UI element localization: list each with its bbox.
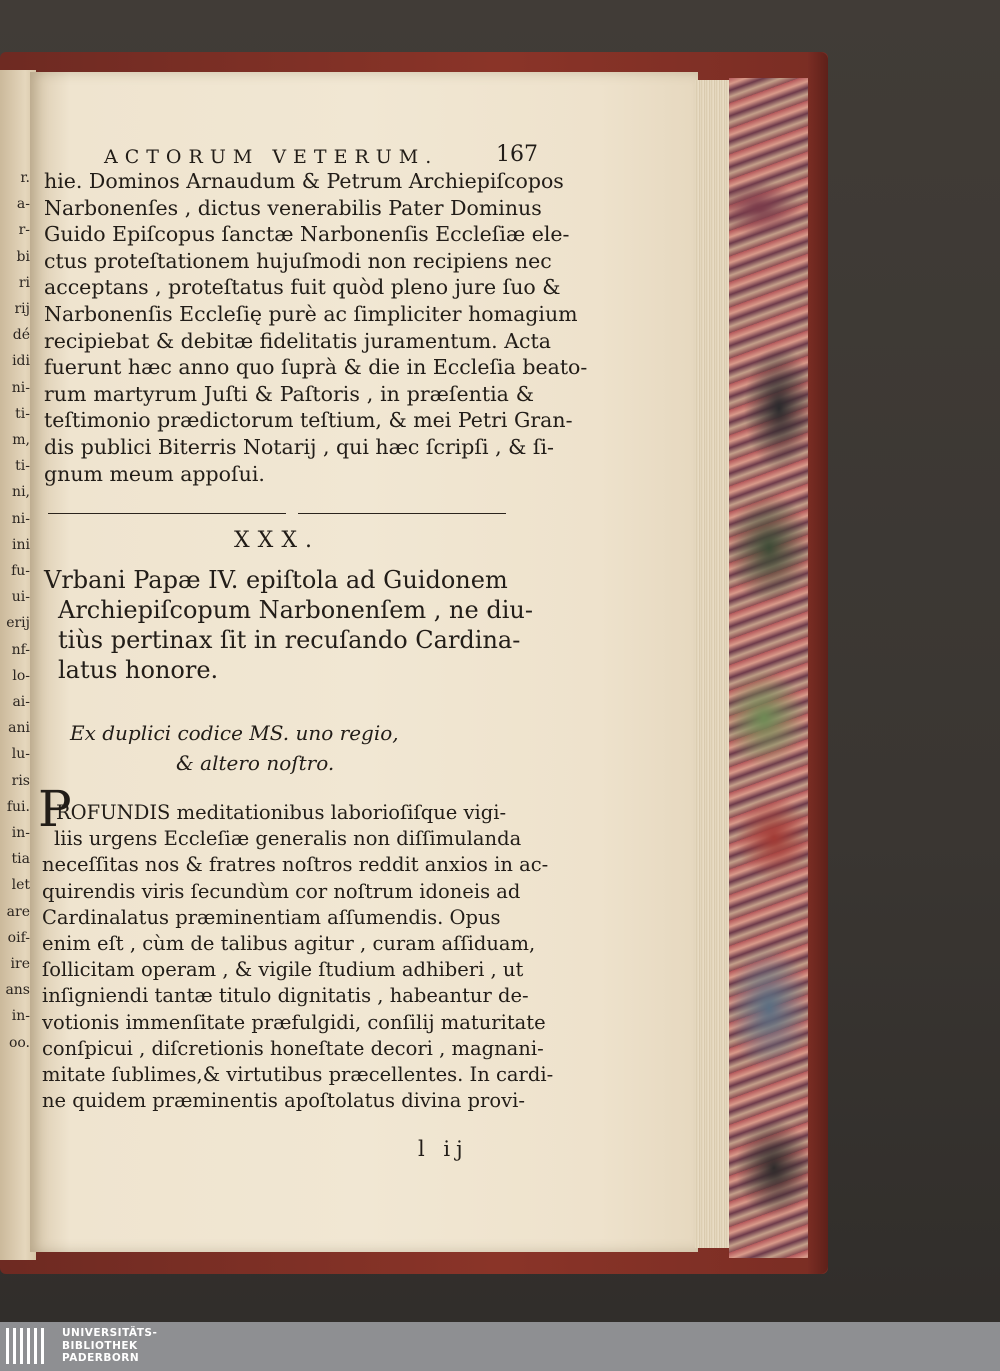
left-page-fragment: ris — [11, 772, 30, 789]
body-line: acceptans , proteſtatus fuit quòd pleno jure ſuo & — [44, 275, 561, 300]
left-page-fragment: ini — [12, 536, 30, 553]
left-page-fragment: m, — [12, 432, 30, 448]
left-page-fragment: oo. — [8, 1034, 30, 1051]
letter-line: Cardinalatus præminentiam aſſumendis. Opus — [42, 905, 501, 929]
left-page-fragment: dé — [12, 327, 30, 344]
left-page-fragment: ai- — [12, 694, 30, 710]
left-page-fragment: lu- — [11, 746, 30, 763]
left-page-fragment: oif- — [7, 929, 30, 946]
library-name-line: PADERBORN — [62, 1352, 140, 1364]
letter-line: ſollicitam operam , & vigile ſtudium adhiberi , ut — [42, 958, 524, 982]
letter-line: neceſſitas nos & fratres noſtros reddit anxios in ac- — [42, 853, 549, 877]
left-page-fragment: nf- — [11, 641, 30, 658]
drop-cap: P — [38, 780, 72, 838]
section-rule-right — [298, 513, 506, 514]
left-page-fragment: fu- — [11, 563, 30, 579]
body-line: dis publici Biterris Notarij , qui hæc ſcripſi , & ſi- — [44, 434, 554, 459]
left-page-fragment: fui. — [6, 798, 30, 815]
left-page-fragment: in- — [11, 1008, 30, 1025]
body-line: gnum meum appoſui. — [44, 461, 265, 486]
body-line: ctus proteſtationem hujuſmodi non recipiens nec — [44, 248, 552, 273]
left-page-fragment: ni- — [11, 379, 30, 396]
left-page-fragment: ri — [18, 274, 30, 291]
left-page-fragment: ans — [5, 982, 30, 999]
page-block-edges — [695, 80, 729, 1248]
left-page-fragment: ni- — [11, 510, 30, 527]
section-number: XXX. — [234, 528, 320, 553]
letter-line: ne quidem præminentis apoſtolatus divina provi- — [42, 1089, 525, 1113]
body-line: Narbonenſis Eccleſię purè ac ſimpliciter homagium — [44, 301, 578, 326]
left-page-fragment: bi — [16, 248, 30, 265]
letter-line: conſpicui , diſcretionis honeſtate decori , magnani- — [42, 1036, 544, 1060]
body-line: Narbonenſes , dictus venerabilis Pater Dominus — [44, 195, 542, 220]
heading-line: tiùs pertinax ſit in recuſando Cardina- — [58, 626, 521, 654]
source-note — [70, 718, 510, 778]
letter-line: mitate ſublimes,& virtutibus præcellentes. In cardi- — [42, 1062, 554, 1086]
letter-line: liis urgens Eccleſiæ generalis non diſſimulanda — [54, 827, 522, 851]
page-number: 167 — [496, 142, 538, 167]
left-page-fragment: ni, — [12, 484, 30, 501]
left-page-fragment: ire — [10, 956, 30, 972]
library-name — [62, 1327, 157, 1365]
heading-line: Vrbani Papæ IV. epiſtola ad Guidonem — [44, 566, 508, 594]
letter-line: ROFUNDIS meditationibus laborioſiſque vigi- — [56, 801, 507, 824]
left-page-fragment: ti- — [15, 458, 30, 475]
library-name-line: BIBLIOTHEK — [62, 1339, 138, 1352]
library-footer — [0, 1322, 1000, 1371]
marbled-fore-edge — [729, 78, 811, 1258]
body-line: Guido Epiſcopus ſanctæ Narbonenſis Eccleſiæ ele- — [44, 222, 570, 247]
letter-text — [42, 800, 554, 1114]
letter-line: inſigniendi tantæ titulo dignitatis , habeantur de- — [42, 984, 529, 1008]
letter-line: quirendis viris ſecundùm cor noſtrum idoneis ad — [42, 879, 521, 903]
left-page-fragment: lo- — [12, 667, 30, 684]
left-page-fragment: rij — [14, 301, 30, 317]
left-page-fragment: r- — [18, 222, 30, 239]
body-line: recipiebat & debitæ fidelitatis juramentum. Acta — [44, 328, 551, 353]
source-line: Ex duplici codice MS. uno regio, — [70, 721, 399, 745]
left-page-fragment: erij — [6, 615, 30, 632]
letter-line: votionis immenſitate præfulgidi, conſilij maturitate — [42, 1010, 546, 1034]
left-page-fragment: r. — [20, 170, 30, 186]
left-page-fragment: tia — [11, 851, 30, 868]
signature-mark: l ij — [418, 1137, 469, 1161]
running-head — [98, 140, 538, 170]
heading-line: latus honore. — [58, 656, 219, 684]
running-title: ACTORUM VETERUM. — [104, 146, 439, 168]
left-page-fragment: in- — [11, 825, 30, 841]
heading-line: Archiepiſcopum Narbonenſem , ne diu- — [58, 596, 533, 624]
section-rule-left — [48, 513, 286, 514]
left-page-fragment: let — [11, 877, 30, 894]
library-logo-icon — [6, 1328, 58, 1366]
document-body — [44, 168, 588, 487]
body-line: hie. Dominos Arnaudum & Petrum Archiepiſcopos — [44, 169, 564, 193]
body-line: rum martyrum Juſti & Paſtoris , in præſentia & — [44, 381, 534, 406]
letter-line: enim eſt , cùm de talibus agitur , curam aſſiduam, — [42, 931, 536, 955]
section-heading — [44, 565, 544, 685]
left-page-fragment: a- — [16, 196, 30, 213]
body-line: fuerunt hæc anno quo ſuprà & die in Eccleſia beato- — [44, 355, 588, 380]
source-line: & altero noſtro. — [176, 751, 335, 775]
left-page-fragment: ti- — [15, 405, 30, 422]
left-page-fragment: idi — [12, 353, 30, 370]
cover-edge-right — [808, 52, 828, 1274]
body-line: teſtimonio prædictorum teſtium, & mei Petri Gran- — [44, 408, 573, 433]
library-name-line: UNIVERSITÄTS- — [62, 1327, 158, 1339]
left-page-fragment: ui- — [11, 589, 30, 606]
left-page-fragment: ani — [8, 720, 30, 737]
left-page-fragment: are — [6, 903, 30, 920]
